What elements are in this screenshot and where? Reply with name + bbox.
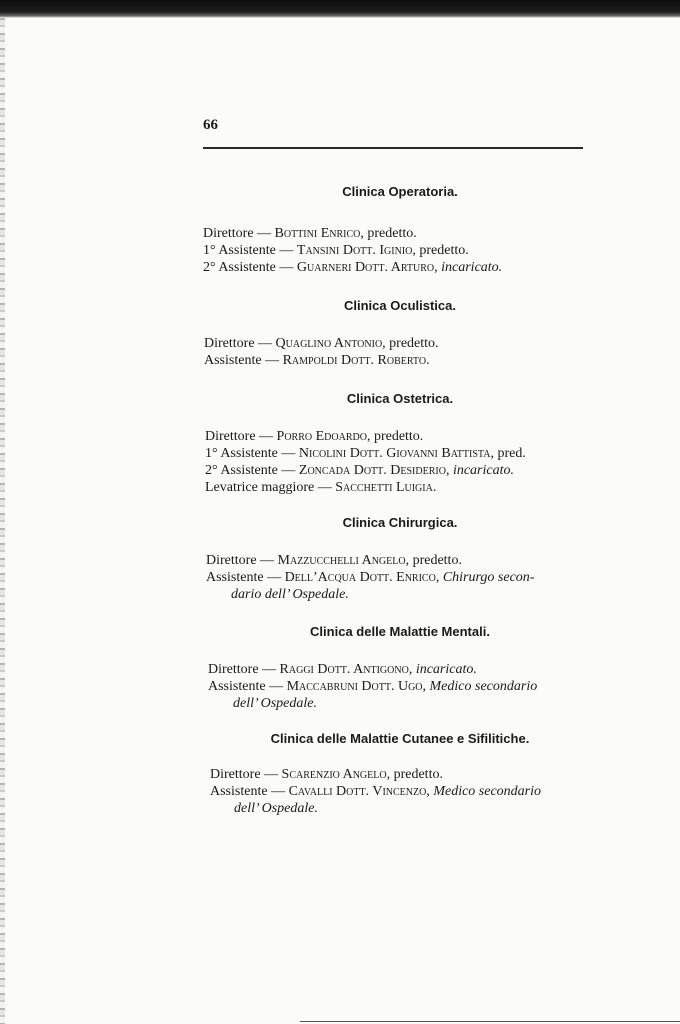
entry-name: Guarneri Dott. Arturo	[296, 260, 435, 275]
entry-name: Sacchetti Luigia.	[335, 480, 437, 495]
entry-rest: ,	[435, 570, 443, 585]
entry-line: 1° Assistente — Nicolini Dott. Giovanni Battista, pred.	[205, 446, 526, 461]
entry-line: 2° Assistente — Zoncada Dott. Desiderio, incaricato.	[205, 463, 514, 478]
entry-name: Nicolini Dott. Giovanni Battista	[298, 446, 491, 461]
entry-line: Direttore — Porro Edoardo, predetto.	[205, 429, 424, 444]
entry-name: Rampoldi Dott. Roberto.	[282, 353, 430, 368]
entry-role: Direttore	[203, 226, 254, 241]
entry-name: Maccabruni Dott. Ugo	[286, 679, 423, 694]
entry-rest: , predetto.	[360, 226, 417, 241]
entry-italic: incaricato.	[452, 463, 514, 478]
section-heading: Clinica delle Malattie Mentali.	[310, 624, 490, 639]
page-number: 66	[203, 117, 218, 133]
entry-rest: ,	[422, 679, 430, 694]
entry-role: Direttore	[205, 429, 256, 444]
entry-rest: , pred.	[490, 446, 526, 461]
entry-name: Bottini Enrico	[274, 226, 361, 241]
entry-name: Quaglino Antonio	[275, 336, 383, 351]
entry-line: 2° Assistente — Guarneri Dott. Arturo, incaricato.	[203, 260, 503, 275]
entry-role: Direttore	[208, 662, 259, 677]
entry-name: Porro Edoardo	[276, 429, 367, 444]
entry-italic: Chirurgo secon-	[442, 570, 535, 585]
entry-role: 2° Assistente	[203, 260, 276, 275]
section-heading: Clinica Operatoria.	[342, 184, 458, 199]
section-heading: Clinica Ostetrica.	[346, 391, 454, 406]
entry-continuation: dell’ Ospedale.	[233, 696, 317, 711]
entry-role: Assistente	[206, 570, 264, 585]
entry-italic: Medico secondario	[429, 679, 538, 694]
entry-rest: ,	[408, 662, 416, 677]
entry-continuation: dario dell’ Ospedale.	[231, 587, 349, 602]
entry-line: Direttore — Scarenzio Angelo, predetto.	[210, 767, 443, 782]
entry-line: Levatrice maggiore — Sacchetti Luigia.	[205, 480, 437, 495]
entry-rest: , predetto.	[386, 767, 443, 782]
entry-name: Tansini Dott. Iginio	[296, 243, 413, 258]
entry-role: Assistente	[204, 353, 262, 368]
entry-name: Dell’Acqua Dott. Enrico	[284, 570, 436, 585]
entry-role: Direttore	[210, 767, 261, 782]
entry-role: Direttore	[206, 553, 257, 568]
entry-name: Raggi Dott. Antigono	[279, 662, 409, 677]
entry-role: Assistente	[210, 784, 268, 799]
entry-role: 1° Assistente	[203, 243, 276, 258]
entry-rest: ,	[426, 784, 434, 799]
entry-line: Assistente — Maccabruni Dott. Ugo, Medico secondario	[208, 679, 538, 694]
entry-rest: , predetto.	[412, 243, 469, 258]
entry-line: Assistente — Dell’Acqua Dott. Enrico, Chirurgo secon-	[206, 570, 535, 585]
scan-left-edge	[0, 18, 5, 1024]
scan-bottom-edge	[300, 1021, 680, 1022]
entry-line: Direttore — Bottini Enrico, predetto.	[203, 226, 417, 241]
header-rule	[203, 147, 583, 149]
entry-line: Direttore — Mazzucchelli Angelo, predetto.	[206, 553, 462, 568]
entry-rest: , predetto.	[382, 336, 439, 351]
entry-line: 1° Assistente — Tansini Dott. Iginio, predetto.	[203, 243, 469, 258]
entry-name: Cavalli Dott. Vincenzo	[288, 784, 427, 799]
entry-line: Direttore — Raggi Dott. Antigono, incaricato.	[208, 662, 477, 677]
entry-rest: ,	[434, 260, 442, 275]
entry-line: Direttore — Quaglino Antonio, predetto.	[204, 336, 439, 351]
entry-role: 2° Assistente	[205, 463, 278, 478]
section-heading: Clinica delle Malattie Cutanee e Sifilitiche.	[270, 731, 530, 746]
entry-line: Assistente — Rampoldi Dott. Roberto.	[204, 353, 430, 368]
entry-name: Scarenzio Angelo	[281, 767, 387, 782]
section-heading: Clinica Oculistica.	[344, 298, 456, 313]
entry-role: Levatrice maggiore	[205, 480, 315, 495]
entry-italic: Medico secondario	[433, 784, 542, 799]
entry-name: Mazzucchelli Angelo	[277, 553, 406, 568]
entry-rest: ,	[445, 463, 453, 478]
entry-role: Assistente	[208, 679, 266, 694]
entry-name: Zoncada Dott. Desiderio	[298, 463, 446, 478]
entry-role: 1° Assistente	[205, 446, 278, 461]
entry-line: Assistente — Cavalli Dott. Vincenzo, Medico secondario	[210, 784, 542, 799]
section-heading: Clinica Chirurgica.	[342, 515, 458, 530]
entry-role: Direttore	[204, 336, 255, 351]
entry-rest: , predetto.	[405, 553, 462, 568]
scan-top-edge	[0, 0, 680, 18]
entry-italic: incaricato.	[441, 260, 503, 275]
entry-continuation: dell’ Ospedale.	[234, 801, 318, 816]
entry-rest: , predetto.	[366, 429, 424, 444]
entry-italic: incaricato.	[415, 662, 477, 677]
